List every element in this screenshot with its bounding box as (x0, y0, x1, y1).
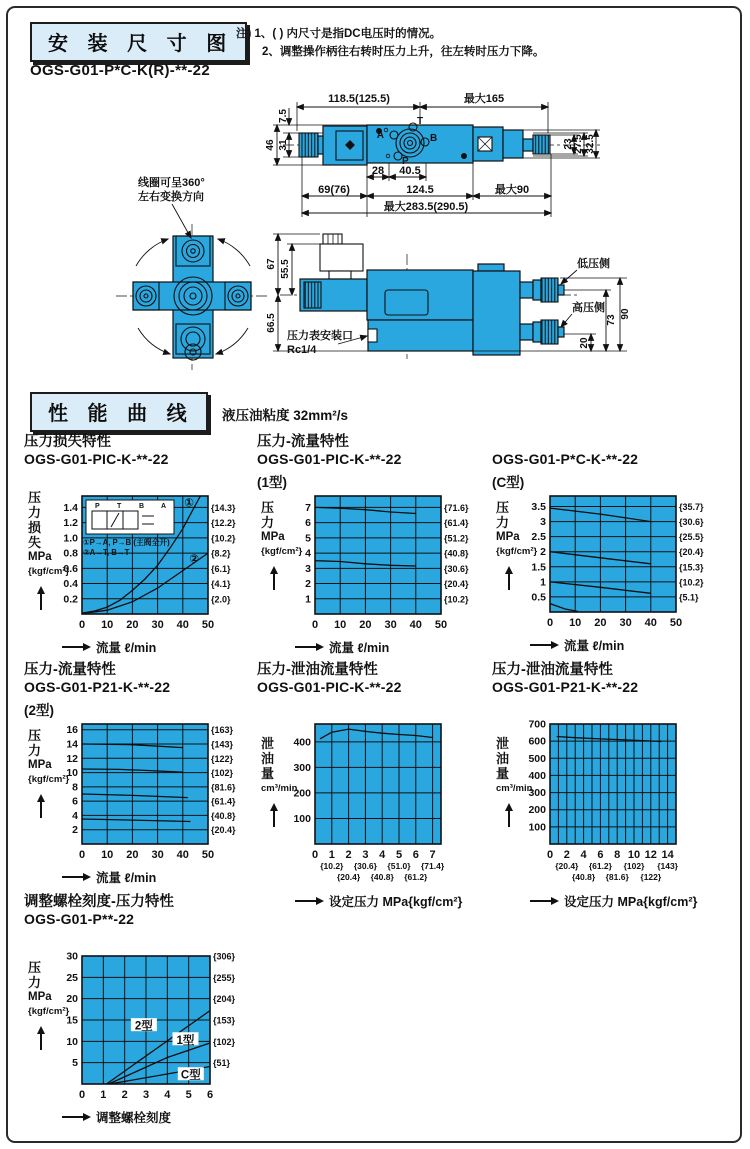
svg-text:{20.4}: {20.4} (444, 579, 469, 590)
svg-text:0.8: 0.8 (63, 547, 78, 560)
chart-svg (52, 948, 256, 1102)
svg-text:6: 6 (597, 849, 604, 861)
svg-text:{40.8}: {40.8} (444, 548, 469, 559)
svg-text:12: 12 (644, 849, 657, 861)
din-connector (320, 244, 363, 271)
svg-text:3: 3 (362, 849, 369, 861)
svg-text:{122}: {122} (640, 872, 662, 882)
svg-text:400: 400 (293, 736, 311, 749)
svg-text:{20.4}: {20.4} (679, 547, 704, 558)
svg-text:40: 40 (176, 619, 189, 631)
svg-text:50: 50 (434, 619, 448, 631)
svg-text:30: 30 (384, 619, 397, 631)
chart-svg (285, 716, 487, 886)
svg-text:0: 0 (78, 849, 86, 861)
svg-text:15: 15 (66, 1014, 78, 1027)
note-line-2: 2、调整操作柄往右转时压力上升，往左转时压力下降。 (262, 45, 545, 58)
svg-text:7: 7 (305, 501, 311, 514)
dim-46: 46 (265, 139, 276, 151)
svg-text:5: 5 (395, 849, 403, 861)
dim-27-5: 27.5 (573, 134, 584, 154)
chart-title: 压力-泄油流量特性 (492, 662, 613, 678)
svg-text:0.2: 0.2 (63, 593, 78, 606)
svg-text:{2.0}: {2.0} (211, 594, 231, 605)
svg-text:{51.0}: {51.0} (387, 861, 411, 871)
dim-90: 90 (620, 308, 631, 320)
svg-text:{30.6}: {30.6} (353, 861, 377, 871)
plot-area (293, 716, 487, 891)
svg-text:①: ① (184, 497, 194, 510)
chart-model: OGS-G01-P**-22 (24, 911, 135, 927)
dim-7-5: 7.5 (278, 109, 289, 123)
svg-text:{61.4}: {61.4} (211, 796, 236, 807)
svg-text:400: 400 (528, 769, 546, 782)
y-axis-arrow-icon (273, 805, 275, 827)
svg-text:10: 10 (627, 849, 641, 861)
y-axis-arrow-icon (273, 568, 275, 590)
chart-model: OGS-G01-P21-K-**-22 (492, 679, 639, 695)
svg-text:{30.6}: {30.6} (679, 517, 704, 528)
valve-front-view (116, 175, 268, 370)
chart-variant (492, 699, 730, 716)
svg-text:4: 4 (305, 547, 311, 560)
svg-text:2: 2 (540, 546, 546, 559)
chart-variant: (2型) (24, 703, 54, 718)
notes-block (236, 26, 544, 62)
dim-20: 20 (579, 337, 590, 349)
svg-text:A: A (161, 503, 167, 510)
y-axis-arrow-icon (508, 805, 510, 827)
dim-23: 23 (563, 138, 574, 150)
svg-text:12: 12 (66, 752, 78, 765)
svg-text:5: 5 (305, 532, 311, 545)
y-axis-arrow-icon (40, 796, 42, 818)
svg-text:{10.2}: {10.2} (679, 577, 704, 588)
chart-variant: (C型) (492, 475, 525, 490)
x-axis-label: 流量 ℓ/min (530, 636, 730, 654)
svg-text:10: 10 (66, 1035, 78, 1048)
svg-text:4: 4 (580, 849, 587, 861)
svg-text:200: 200 (528, 804, 546, 817)
svg-text:0: 0 (546, 617, 554, 629)
svg-text:2: 2 (72, 824, 78, 837)
chart-model: OGS-G01-PIC-K-**-22 (24, 451, 169, 467)
section-title-performance-curves: 性 能 曲 线 (30, 392, 208, 432)
chart-model: OGS-G01-PIC-K-**-22 (257, 679, 402, 695)
y-axis-arrow-icon (508, 568, 510, 590)
svg-text:2型: 2型 (134, 1020, 153, 1033)
svg-text:{12.2}: {12.2} (211, 518, 236, 529)
dimension-drawing (80, 86, 740, 388)
chart-model: OGS-G01-P21-K-**-22 (24, 679, 171, 695)
svg-text:100: 100 (293, 812, 311, 825)
svg-text:{255}: {255} (213, 972, 236, 983)
svg-text:20: 20 (594, 617, 607, 629)
dim-67: 67 (266, 258, 277, 270)
high-pressure-side-label: 高压侧 (572, 302, 605, 314)
svg-text:300: 300 (293, 761, 311, 774)
svg-text:{15.3}: {15.3} (679, 562, 704, 573)
dim-max-283-5: 最大283.5(290.5) (383, 201, 469, 213)
svg-text:{102}: {102} (211, 768, 234, 779)
svg-text:0: 0 (311, 849, 319, 861)
chart-title (492, 430, 730, 451)
svg-text:{143}: {143} (657, 861, 679, 871)
dim-32-5: 32.5 (585, 134, 596, 154)
svg-text:200: 200 (293, 787, 311, 800)
svg-text:0: 0 (311, 619, 319, 631)
chart-drain-flow-p21 (492, 658, 730, 910)
chart-svg (520, 488, 722, 630)
dim-40-5: 40.5 (399, 165, 421, 177)
svg-text:25: 25 (66, 971, 78, 984)
x-axis-arrow-icon (62, 1116, 89, 1118)
svg-text:{10.2}: {10.2} (320, 861, 344, 871)
svg-text:2.5: 2.5 (531, 531, 546, 544)
svg-text:6: 6 (305, 517, 311, 530)
svg-text:{6.1}: {6.1} (211, 563, 231, 574)
svg-text:{61.4}: {61.4} (444, 518, 469, 529)
dim-max-165: 最大165 (463, 93, 505, 105)
svg-text:{4.1}: {4.1} (211, 579, 231, 590)
svg-text:{122}: {122} (211, 753, 234, 764)
section-title-installation-dimensions: 安 装 尺 寸 图 (30, 22, 247, 62)
gauge-port (368, 329, 377, 342)
dim-66-5: 66.5 (266, 313, 277, 333)
svg-text:40: 40 (409, 619, 422, 631)
x-axis-label: 设定压力 MPa{kgf/cm²} (295, 892, 495, 910)
svg-text:300: 300 (528, 787, 546, 800)
svg-text:{61.2}: {61.2} (588, 861, 612, 871)
svg-text:6: 6 (206, 1089, 214, 1101)
y-axis-label: 泄 油 量 cm³/min (257, 716, 311, 891)
svg-text:40: 40 (644, 617, 657, 629)
manifold (473, 271, 520, 355)
chart-svg (285, 488, 487, 632)
chart-svg (52, 488, 254, 632)
chart-model: OGS-G01-PIC-K-**-22 (257, 451, 402, 467)
chart-title: 压力-流量特性 (24, 662, 116, 678)
svg-text:30: 30 (619, 617, 632, 629)
svg-text:3: 3 (305, 562, 311, 575)
dim-31: 31 (278, 139, 289, 151)
y-axis-label: 泄 油 量 cm³/min (492, 716, 546, 891)
svg-text:600: 600 (528, 735, 546, 748)
svg-text:8: 8 (72, 781, 78, 794)
svg-text:0: 0 (78, 619, 86, 631)
x-axis-label: 设定压力 MPa{kgf/cm²} (530, 892, 730, 910)
svg-text:0: 0 (78, 1089, 86, 1101)
svg-text:{20.4}: {20.4} (211, 825, 236, 836)
svg-text:{20.4}: {20.4} (555, 861, 579, 871)
x-axis-arrow-icon (62, 646, 89, 648)
dim-73: 73 (606, 314, 617, 326)
svg-text:30: 30 (151, 619, 164, 631)
svg-text:{14.3}: {14.3} (211, 502, 236, 513)
x-axis-label: 流量 ℓ/min (62, 868, 262, 886)
svg-text:0.6: 0.6 (63, 562, 78, 575)
svg-text:{163}: {163} (211, 725, 234, 736)
y-axis-label: 压 力 MPa {kgf/cm²} (24, 948, 78, 1107)
sub-block (368, 320, 473, 351)
chart-title: 调整螺栓刻度-压力特性 (24, 894, 174, 910)
svg-text:20: 20 (126, 849, 139, 861)
dim-28: 28 (371, 165, 385, 177)
svg-text:{102}: {102} (213, 1036, 236, 1047)
svg-text:{10.2}: {10.2} (211, 533, 236, 544)
svg-text:2: 2 (121, 1089, 128, 1101)
svg-text:{143}: {143} (211, 739, 234, 750)
y-axis-label: 压 力 MPa {kgf/cm²} (24, 716, 78, 867)
svg-text:C型: C型 (180, 1069, 201, 1082)
svg-text:0: 0 (546, 849, 554, 861)
valve-body-side (367, 270, 473, 320)
svg-text:②: ② (189, 553, 200, 566)
dim-55-5: 55.5 (280, 259, 291, 279)
svg-text:1.4: 1.4 (63, 501, 78, 514)
svg-text:2: 2 (563, 849, 570, 861)
svg-text:500: 500 (528, 752, 546, 765)
plot-area (531, 488, 722, 635)
svg-text:14: 14 (66, 738, 78, 751)
port-a-label: A (376, 130, 384, 141)
chart-variant (257, 699, 495, 716)
chart-drain-flow-pic (257, 658, 495, 910)
svg-text:1.5: 1.5 (531, 561, 546, 574)
svg-text:20: 20 (66, 993, 78, 1006)
coil-rotation-note-line2: 左右变换方向 (138, 191, 204, 203)
svg-text:{306}: {306} (213, 951, 236, 962)
dim-max-90: 最大90 (494, 184, 530, 196)
svg-text:5: 5 (185, 1089, 192, 1101)
y-axis-arrow-icon (40, 1028, 42, 1050)
svg-text:0.4: 0.4 (63, 578, 78, 591)
svg-text:{204}: {204} (213, 994, 236, 1005)
svg-text:40: 40 (176, 849, 189, 861)
svg-text:0.5: 0.5 (531, 591, 546, 604)
left-knob (299, 133, 318, 157)
plot-area (63, 488, 254, 637)
dim-69-76: 69(76) (318, 184, 350, 196)
plot-area (66, 948, 256, 1107)
svg-text:{40.8}: {40.8} (572, 872, 596, 882)
svg-text:{81.6}: {81.6} (605, 872, 629, 882)
chart-svg (520, 716, 722, 886)
svg-text:1: 1 (328, 849, 335, 861)
svg-text:{102}: {102} (623, 861, 645, 871)
svg-text:30: 30 (151, 849, 164, 861)
model-number: OGS-G01-P*C-K(R)-**-22 (30, 62, 210, 79)
y-axis-label: 压 力 MPa {kgf/cm²} (492, 488, 546, 635)
x-axis-label: 流量 ℓ/min (295, 638, 495, 656)
svg-text:700: 700 (528, 718, 546, 731)
chart-pressure-loss (24, 430, 262, 656)
svg-text:14: 14 (661, 849, 674, 861)
y-axis-arrow-icon (40, 588, 42, 610)
gauge-port-label-line2: Rc1/4 (287, 344, 317, 356)
svg-text:10: 10 (101, 619, 114, 631)
plot-area (305, 488, 487, 637)
svg-text:50: 50 (669, 617, 683, 629)
x-axis-arrow-icon (530, 644, 557, 646)
plot-area (528, 716, 722, 891)
y-axis-label: 压 力 MPa {kgf/cm²} (257, 488, 311, 637)
svg-text:{153}: {153} (213, 1015, 236, 1026)
svg-text:50: 50 (201, 619, 215, 631)
low-pressure-side-label: 低压侧 (577, 258, 610, 270)
svg-text:4: 4 (164, 1089, 171, 1101)
coil-rotation-note-line1: 线圈可呈360° (138, 177, 205, 189)
valve-top-view (265, 91, 603, 217)
svg-text:{61.2}: {61.2} (404, 872, 428, 882)
port-p-label: P (402, 156, 409, 167)
svg-text:10: 10 (101, 849, 114, 861)
chart-svg (52, 716, 254, 862)
svg-text:{25.5}: {25.5} (679, 532, 704, 543)
x-axis-arrow-icon (295, 646, 322, 648)
svg-text:{10.2}: {10.2} (444, 594, 469, 605)
chart-variant (24, 471, 262, 488)
svg-text:10: 10 (569, 617, 582, 629)
high-pressure-knob (541, 320, 558, 344)
coil-block (323, 126, 367, 165)
svg-text:8: 8 (614, 849, 621, 861)
svg-text:{40.8}: {40.8} (211, 810, 236, 821)
svg-text:3: 3 (142, 1089, 150, 1101)
svg-text:①P→A, P→B (主阀全开): ①P→A, P→B (主阀全开) (83, 538, 170, 547)
chart-variant (24, 931, 262, 948)
svg-text:1: 1 (305, 593, 311, 606)
svg-text:1: 1 (540, 576, 546, 589)
svg-text:20: 20 (126, 619, 139, 631)
viscosity-note: 液压油粘度 32mm²/s (222, 408, 349, 423)
chart-model: OGS-G01-P*C-K-**-22 (492, 451, 639, 467)
svg-text:{5.1}: {5.1} (679, 592, 699, 603)
svg-text:1.0: 1.0 (63, 532, 78, 545)
svg-text:B: B (139, 503, 145, 510)
svg-text:2: 2 (345, 849, 352, 861)
plot-area (66, 716, 254, 867)
svg-text:10: 10 (334, 619, 347, 631)
note-line-1: 注) 1、( ) 内尺寸是指DC电压时的情况。 (236, 28, 442, 40)
svg-text:{30.6}: {30.6} (444, 563, 469, 574)
svg-text:②A→T, B→T: ②A→T, B→T (83, 548, 130, 557)
svg-text:{35.7}: {35.7} (679, 502, 704, 513)
y-axis-label: 压 力 损 失 MPa {kgf/cm²} (24, 488, 78, 637)
chart-title: 压力损失特性 (24, 434, 111, 450)
right-knob (533, 135, 550, 154)
svg-text:3: 3 (540, 516, 546, 529)
valve-side-view (266, 234, 631, 359)
svg-text:1型: 1型 (176, 1034, 195, 1047)
svg-text:{20.4}: {20.4} (337, 872, 361, 882)
chart-pressure-flow-type2 (24, 658, 262, 886)
svg-text:5: 5 (72, 1057, 78, 1070)
svg-text:2: 2 (305, 578, 311, 591)
chart-adjust-screw-pressure (24, 890, 262, 1126)
port-b-label: B (430, 133, 438, 144)
chart-title: 压力-泄油流量特性 (257, 662, 378, 678)
gauge-port-label-line1: 压力表安装口 (287, 330, 353, 342)
x-axis-arrow-icon (62, 876, 89, 878)
port-t-label: T (417, 116, 424, 127)
chart-pressure-flow-typeC (492, 430, 730, 654)
svg-text:100: 100 (528, 821, 546, 834)
svg-text:4: 4 (379, 849, 386, 861)
svg-text:P: P (95, 503, 100, 510)
svg-text:4: 4 (72, 809, 78, 822)
svg-text:10: 10 (66, 767, 78, 780)
svg-text:{8.2}: {8.2} (211, 548, 231, 559)
svg-text:{51}: {51} (213, 1058, 231, 1069)
svg-text:{71.6}: {71.6} (444, 502, 469, 513)
svg-text:20: 20 (359, 619, 372, 631)
x-axis-label: 流量 ℓ/min (62, 638, 262, 656)
chart-title: 压力-流量特性 (257, 434, 349, 450)
svg-text:6: 6 (72, 795, 78, 808)
svg-text:{40.8}: {40.8} (370, 872, 394, 882)
dim-124-5: 124.5 (406, 184, 434, 196)
chart-variant: (1型) (257, 475, 287, 490)
x-axis-label: 调整螺栓刻度 (62, 1108, 262, 1126)
svg-text:3.5: 3.5 (531, 501, 546, 514)
svg-text:50: 50 (201, 849, 215, 861)
svg-text:1: 1 (100, 1089, 107, 1101)
chart-pressure-flow-type1 (257, 430, 495, 656)
dim-118-5: 118.5(125.5) (328, 93, 390, 105)
svg-text:T: T (117, 503, 122, 510)
x-axis-arrow-icon (295, 900, 322, 902)
svg-text:{81.6}: {81.6} (211, 782, 236, 793)
low-pressure-knob (541, 278, 558, 302)
svg-text:30: 30 (66, 950, 78, 963)
svg-text:6: 6 (412, 849, 419, 861)
svg-text:1.2: 1.2 (63, 517, 78, 530)
svg-text:7: 7 (429, 849, 436, 861)
svg-text:{71.4}: {71.4} (421, 861, 445, 871)
svg-text:{51.2}: {51.2} (444, 533, 469, 544)
x-axis-arrow-icon (530, 900, 557, 902)
svg-text:16: 16 (66, 724, 78, 737)
